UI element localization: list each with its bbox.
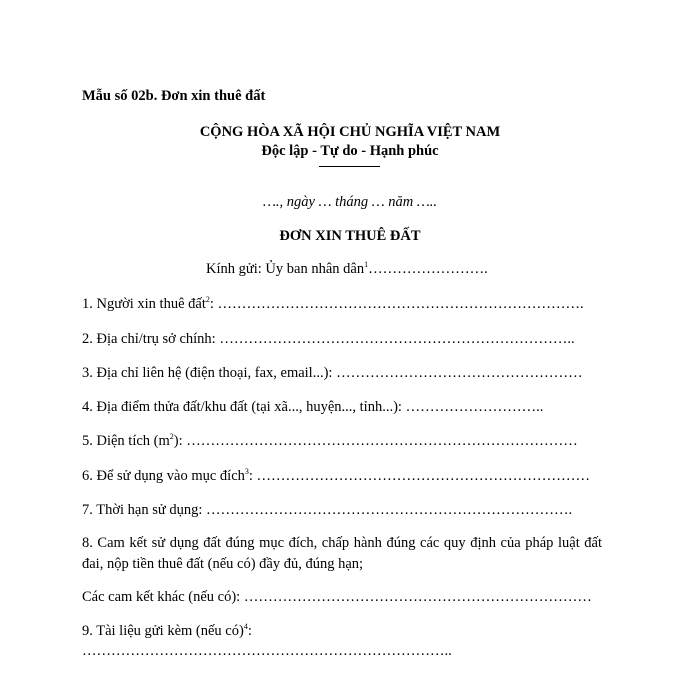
field-label: 3. Địa chỉ liên hệ (điện thoại, fax, email...): …………………………………………… bbox=[82, 365, 583, 381]
field-label: 1. Người xin thuê đất bbox=[82, 296, 206, 312]
superscript-unit: 2 bbox=[169, 432, 174, 442]
field-applicant bbox=[82, 296, 584, 313]
field-purpose bbox=[82, 468, 590, 485]
form-code: Mẫu số 02b. Đơn xin thuê đất bbox=[82, 88, 266, 104]
national-motto: Độc lập - Tự do - Hạnh phúc bbox=[261, 143, 439, 159]
field-label: 2. Địa chỉ/trụ sở chính: ……………………………………………………………….. bbox=[82, 331, 575, 347]
field-colon: : bbox=[247, 623, 252, 639]
field-label: 6. Để sử dụng vào mục đích bbox=[82, 468, 245, 484]
field-label: 4. Địa điểm thửa đất/khu đất (tại xã..., huyện..., tỉnh...): ……………………….. bbox=[82, 399, 544, 415]
footnote-ref: 3 bbox=[244, 467, 249, 477]
field-contact bbox=[82, 365, 583, 382]
field-duration bbox=[82, 502, 572, 519]
addressee-label: Kính gửi: Ủy ban nhân dân bbox=[206, 261, 365, 277]
field-label: 9. Tài liệu gửi kèm (nếu có) bbox=[82, 623, 244, 639]
footnote-ref: 2 bbox=[205, 295, 210, 305]
date-line: …., ngày … tháng … năm ….. bbox=[262, 194, 437, 210]
footnote-ref: 1 bbox=[364, 260, 369, 270]
field-label: 5. Diện tích (m bbox=[82, 433, 170, 449]
field-address bbox=[82, 331, 575, 348]
field-location bbox=[82, 399, 543, 416]
addressee-line bbox=[206, 261, 488, 278]
addressee-blank: ……………………. bbox=[368, 261, 488, 277]
field-label: 7. Thời hạn sử dụng: …………………………………………………………………. bbox=[82, 502, 573, 518]
national-title: CỘNG HÒA XÃ HỘI CHỦ NGHĨA VIỆT NAM bbox=[199, 124, 501, 140]
field-attachments bbox=[82, 623, 252, 640]
commitment-paragraph: 8. Cam kết sử dụng đất đúng mục đích, chấp hành đúng các quy định của pháp luật đất đai, nộp tiền thuê đất (nếu có) đầy đủ, đúng hạn; bbox=[82, 535, 602, 572]
field-other-commitments: Các cam kết khác (nếu có): ……………………………………………………………… bbox=[82, 589, 592, 605]
document-title: ĐƠN XIN THUÊ ĐẤT bbox=[279, 228, 421, 244]
field-blank: : …………………………………………………………… bbox=[248, 468, 591, 484]
field-area bbox=[82, 433, 578, 450]
field-blank: : …………………………………………………………………. bbox=[209, 296, 584, 312]
attachments-blank: ………………………………………………………………….. bbox=[82, 643, 452, 659]
field-blank: ): ……………………………………………………………………… bbox=[173, 433, 578, 449]
footnote-ref: 4 bbox=[243, 622, 248, 632]
motto-underline bbox=[319, 166, 380, 167]
